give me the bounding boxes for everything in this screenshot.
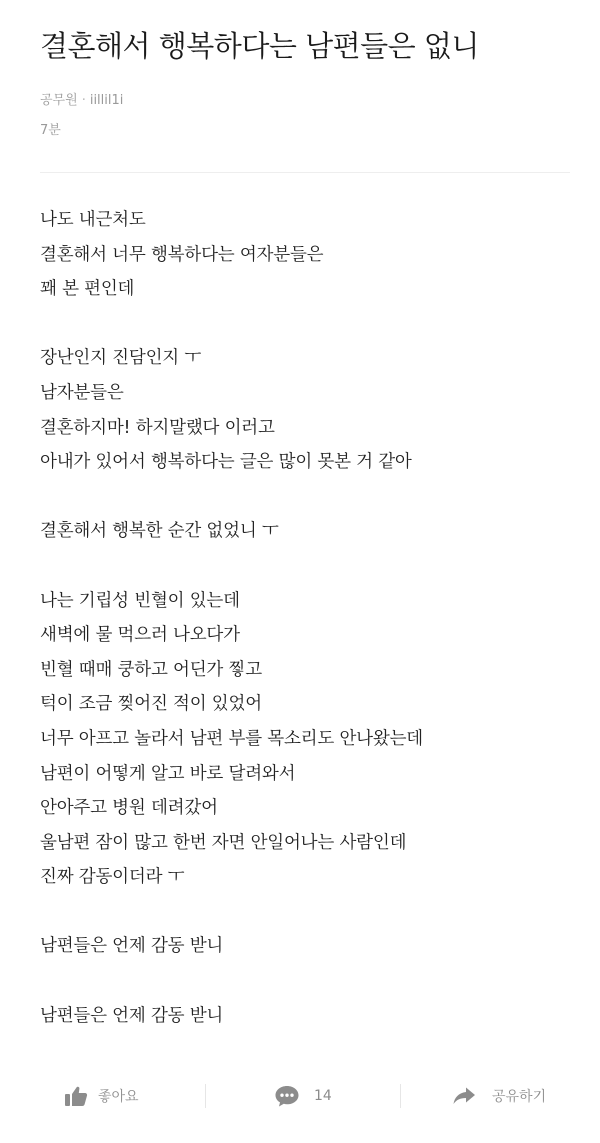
- speech-bubble-icon: [274, 1084, 300, 1108]
- body-line: 빈혈 때매 쿵하고 어딘가 찧고: [40, 659, 262, 680]
- share-button[interactable]: [452, 1072, 546, 1120]
- board-name[interactable]: 공무원: [40, 93, 78, 108]
- body-blank-line: [40, 964, 580, 999]
- body-blank-line: [40, 480, 580, 515]
- thumbs-up-icon: [64, 1085, 88, 1107]
- body-line: 새벽에 물 먹으러 나오다가: [40, 625, 240, 646]
- comment-count: 14: [314, 1088, 332, 1104]
- body-line: 결혼해서 너무 행복하다는 여자분들은: [40, 244, 324, 265]
- body-line: 너무 아프고 놀라서 남편 부를 목소리도 안나왔는데: [40, 728, 423, 749]
- meta-separator: ·: [81, 93, 86, 108]
- author-name[interactable]: iillil1i: [89, 93, 124, 108]
- body-line: 결혼해서 행복한 순간 없었니 ㅜ: [40, 521, 279, 542]
- body-line: 남편들은 언제 감동 받니: [40, 936, 224, 957]
- body-line: 턱이 조금 찢어진 적이 있었어: [40, 694, 262, 715]
- action-divider: [205, 1084, 206, 1108]
- like-button[interactable]: [64, 1072, 139, 1120]
- body-line: 결혼하지마! 하지말랬다 이러고: [40, 417, 275, 438]
- comment-button[interactable]: [274, 1072, 332, 1120]
- body-line: 나는 기립성 빈혈이 있는데: [40, 590, 240, 611]
- body-blank-line: [40, 549, 580, 584]
- post-meta: [40, 92, 123, 110]
- post-title: 결혼해서 행복하다는 남편들은 없니: [40, 29, 479, 63]
- like-label: 좋아요: [98, 1089, 139, 1105]
- body-line: 나도 내근처도: [40, 210, 146, 230]
- body-line: 남자분들은: [40, 382, 124, 403]
- body-line: 안아주고 병원 데려갔어: [40, 798, 218, 819]
- body-blank-line: [40, 895, 580, 930]
- header-divider: [40, 172, 570, 173]
- share-label: 공유하기: [492, 1089, 547, 1105]
- post-time: 7분: [40, 123, 61, 138]
- action-divider: [400, 1084, 401, 1108]
- action-bar: [0, 1072, 600, 1120]
- body-line: 남편들은 언제 감동 받니: [40, 1005, 224, 1026]
- body-line: 남편이 어떻게 알고 바로 달려와서: [40, 763, 296, 784]
- body-line: 아내가 있어서 행복하다는 글은 많이 못본 거 같아: [40, 452, 412, 473]
- body-line: 꽤 본 편인데: [40, 279, 135, 300]
- post-body: [40, 203, 580, 1033]
- body-blank-line: [40, 307, 580, 342]
- share-arrow-icon: [452, 1086, 476, 1106]
- body-line: 진짜 감동이더라 ㅜ: [40, 867, 185, 888]
- body-line: 장난인지 진담인지 ㅜ: [40, 348, 202, 369]
- body-line: 울남편 잠이 많고 한번 자면 안일어나는 사람인데: [40, 832, 407, 853]
